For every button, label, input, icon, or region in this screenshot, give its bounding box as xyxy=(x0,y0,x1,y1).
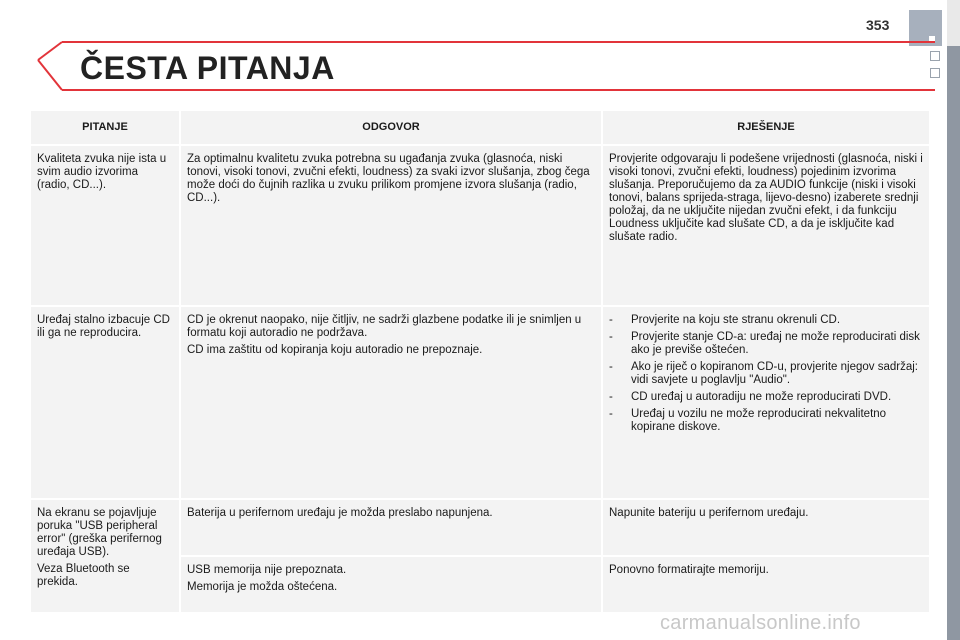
table-header-row xyxy=(31,111,929,145)
list-item: - Provjerite na koju ste stranu okrenuli CD. xyxy=(609,314,841,326)
watermark: carmanualsonline.info xyxy=(660,612,861,634)
solution-cell: Napunite bateriju u perifernom uređaju. xyxy=(602,499,929,556)
list-item: - Provjerite stanje CD-a: uređaj ne može reproducirati disk ako je previše oštećen. xyxy=(609,331,920,356)
solution-cell: Provjerite odgovaraju li podešene vrijednosti (glasnoća, niski i visoki tonovi, zvučni efekti, loudness) pojedinim izvorima slušanja. Preporučujemo da za AUDIO funkcije (niski i visoki tonovi, balans sprijeda-straga, lijevo-desno) izaberete srednji položaj, da ne uključite nijedan zvučni efekt, i da funkciju Loudness uključite kad slušate CD, a da je isključite kad slušate radio. xyxy=(602,145,929,306)
table-row xyxy=(31,306,929,499)
question-cell: Na ekranu se pojavljuje poruka "USB peripheral error" (greška perifernog uređaja USB). Veza Bluetooth se prekida. xyxy=(31,499,180,613)
table-row xyxy=(31,499,929,556)
table-row xyxy=(31,145,929,306)
question-cell: Kvaliteta zvuka nije ista u svim audio izvorima (radio, CD...). xyxy=(31,145,180,306)
page-sidebar-tab xyxy=(947,46,960,640)
list-item: - CD uređaj u autoradiju ne može reproducirati DVD. xyxy=(609,391,892,403)
solution-cell: Ponovno formatirajte memoriju. xyxy=(602,556,929,613)
page-number: 353 xyxy=(866,17,890,33)
solution-cell xyxy=(602,306,929,499)
answer-cell: Baterija u perifernom uređaju je možda preslabo napunjena. xyxy=(180,499,602,556)
column-header-solution: RJEŠENJE xyxy=(602,111,929,145)
answer-cell: Za optimalnu kvalitetu zvuka potrebna su ugađanja zvuka (glasnoća, niski tonovi, visoki tonovi, zvučni efekti, loudness) za svaki izvor slušanja, zbog čega može doći do čujnih razlika u zvuku prilikom promjene izvora slušanja (radio, CD...). xyxy=(180,145,602,306)
column-header-answer: ODGOVOR xyxy=(180,111,602,145)
list-item: - Uređaj u vozilu ne može reproducirati nekvalitetno kopirane diskove. xyxy=(609,408,887,433)
column-header-question: PITANJE xyxy=(31,111,180,145)
title-banner xyxy=(0,40,935,92)
answer-cell: CD je okrenut naopako, nije čitljiv, ne sadrži glazbene podatke ili je snimljen u formatu koji autoradio ne podržava. CD ima zaštitu od kopiranja koju autoradio ne prepoznaje. xyxy=(180,306,602,499)
list-item: - Ako je riječ o kopiranom CD-u, provjerite njegov sadržaj: vidi savjete u poglavlju "Audio". xyxy=(609,361,918,386)
answer-cell: USB memorija nije prepoznata. Memorija je možda oštećena. xyxy=(180,556,602,613)
page-title: ČESTA PITANJA xyxy=(80,50,335,86)
faq-table xyxy=(31,111,929,614)
solution-list xyxy=(609,314,923,434)
question-cell: Uređaj stalno izbacuje CD ili ga ne reproducira. xyxy=(31,306,180,499)
